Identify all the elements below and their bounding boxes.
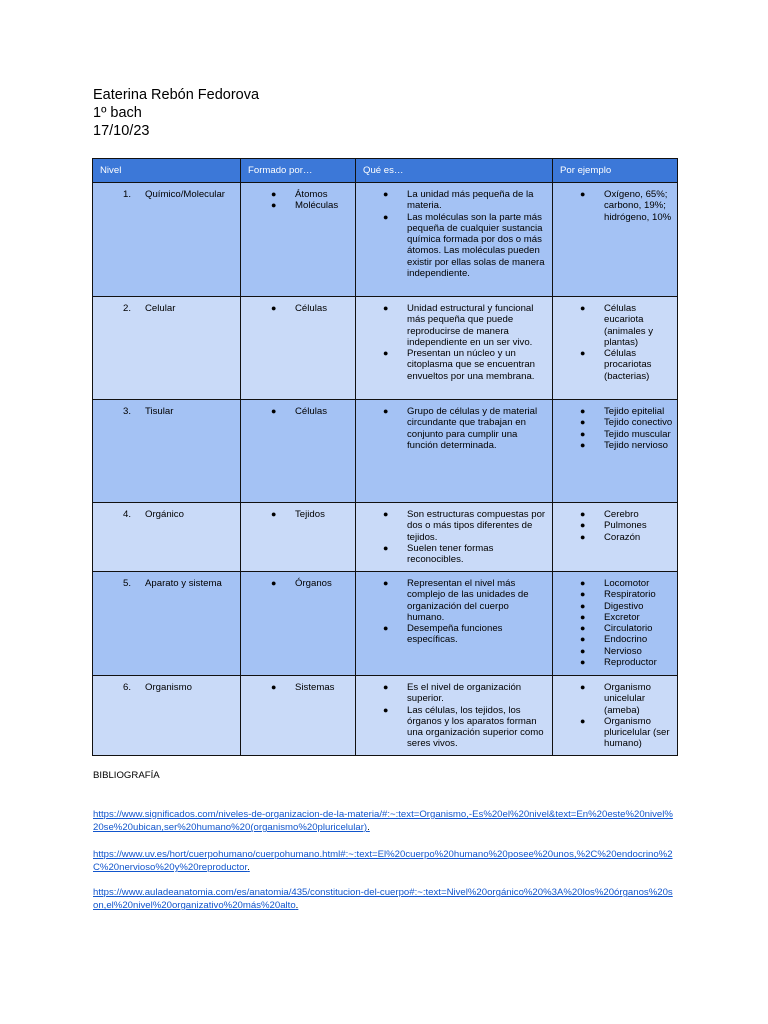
bullet-icon: ● [580, 715, 586, 726]
examples-cell [553, 572, 678, 676]
link-url[interactable]: https://www.auladeanatomia.com/es/anatomia/435/constitucion-del-cuerpo#:~:text=Nivel%20orgánico%20%3A%20los%20órganos%20son,el%20nivel%20organizativo%20más%20alto [93, 887, 673, 911]
bullet-icon: ● [580, 348, 586, 359]
bullet-icon: ● [383, 509, 389, 519]
example-text: Células procariotas (bacterias) [604, 348, 652, 382]
bullet-icon: ● [580, 520, 586, 531]
formed-by-text: Células [295, 303, 327, 314]
list-item [553, 716, 673, 750]
definition-text: La unidad más pequeña de la materia. [407, 189, 534, 212]
list-item [356, 682, 548, 705]
level-cell [93, 400, 241, 503]
bullet-icon: ● [580, 682, 586, 692]
list-item [553, 509, 673, 520]
link-period: . [295, 900, 299, 911]
header-que-es: Qué es… [356, 159, 553, 183]
definition-text: Las células, los tejidos, los órganos y los aparatos forman una organización superior como seres vivos. [407, 704, 544, 750]
level-number: 2. [123, 303, 132, 314]
definition-list [356, 509, 548, 565]
example-text: Corazón [604, 531, 641, 543]
level-name: Químico/Molecular [145, 189, 225, 200]
course-label: 1º bach [93, 105, 142, 121]
level-number: 6. [123, 682, 132, 693]
header-formado-por: Formado por… [241, 159, 356, 183]
definition-text: Suelen tener formas reconocibles. [407, 542, 494, 566]
definition-list [356, 406, 548, 451]
examples-cell [553, 183, 678, 297]
definition-text: Son estructuras compuestas por dos o más tipos diferentes de tejidos. [407, 509, 546, 543]
bullet-icon: ● [580, 509, 586, 519]
list-item [553, 406, 673, 417]
definition-list [356, 578, 548, 646]
level-number: 3. [123, 406, 132, 417]
list-item [553, 429, 673, 440]
level-number: 5. [123, 578, 132, 589]
definition-cell [356, 183, 553, 297]
list-item [553, 348, 673, 382]
formed-by-list [241, 406, 351, 417]
example-list [553, 406, 673, 451]
header-nivel: Nivel [93, 159, 241, 183]
definition-list [356, 303, 548, 382]
list-item [241, 578, 351, 589]
definition-text: Presentan un núcleo y un citoplasma que se encuentran envueltos por una membrana. [407, 348, 535, 382]
bullet-icon: ● [580, 634, 586, 645]
bullet-icon: ● [580, 600, 586, 611]
list-item [241, 303, 351, 314]
bullet-icon: ● [580, 623, 586, 634]
list-item [553, 417, 673, 428]
formed-by-text: Moléculas [295, 200, 339, 212]
link-period: . [247, 862, 250, 873]
formed-by-cell [241, 400, 356, 503]
examples-cell [553, 297, 678, 400]
bullet-icon: ● [580, 645, 586, 656]
examples-cell [553, 676, 678, 756]
table-row [93, 572, 678, 676]
list-item [553, 657, 673, 668]
example-text: Circulatorio [604, 623, 653, 635]
bullet-icon: ● [271, 578, 277, 588]
header-por-ejemplo: Por ejemplo [553, 159, 678, 183]
bullet-icon: ● [271, 509, 277, 519]
example-text: Pulmones [604, 520, 647, 532]
level-name: Celular [145, 303, 176, 314]
bullet-icon: ● [383, 542, 389, 553]
level-name: Tisular [145, 406, 174, 417]
level-cell [93, 572, 241, 676]
example-text: Cerebro [604, 509, 639, 520]
level-cell [93, 183, 241, 297]
formed-by-cell [241, 676, 356, 756]
definition-cell [356, 297, 553, 400]
bullet-icon: ● [383, 682, 389, 692]
level-name: Orgánico [145, 509, 184, 520]
list-item [356, 212, 548, 280]
example-list [553, 509, 673, 543]
bibliography-link-1[interactable] [93, 808, 678, 834]
level-cell [93, 676, 241, 756]
bullet-icon: ● [580, 578, 586, 588]
definition-cell [356, 400, 553, 503]
bibliography-title: BIBLIOGRAFÍA [93, 770, 160, 781]
link-url[interactable]: https://www.uv.es/hort/cuerpohumano/cuerpohumano.html#:~:text=El%20cuerpo%20humano%20posee%20unos,%2C%20endocrino%2C%20nervioso%20y%20reproductor [93, 849, 673, 873]
formed-by-text: Órganos [295, 578, 332, 589]
example-text: Células eucariota (animales y plantas) [604, 303, 654, 348]
definition-text: Representan el nivel más complejo de las unidades de organización del cuerpo humano. [407, 578, 529, 623]
example-text: Tejido nervioso [604, 439, 668, 451]
list-item [356, 623, 548, 646]
list-item [553, 189, 673, 223]
bullet-icon: ● [580, 417, 586, 428]
bullet-icon: ● [580, 589, 586, 600]
link-period: . [367, 822, 370, 833]
list-item [241, 189, 351, 200]
list-item [553, 520, 673, 531]
list-item [553, 634, 673, 645]
example-text: Oxígeno, 65%; carbono, 19%; hidrógeno, 10% [604, 189, 672, 223]
list-item [553, 589, 673, 600]
bullet-icon: ● [271, 682, 277, 692]
table-row [93, 676, 678, 756]
examples-cell [553, 400, 678, 503]
bullet-icon: ● [383, 211, 389, 222]
example-list [553, 682, 673, 750]
table-header-row [93, 159, 678, 183]
example-list [553, 578, 673, 668]
bullet-icon: ● [383, 406, 389, 416]
bullet-icon: ● [580, 531, 586, 542]
bullet-icon: ● [271, 303, 277, 313]
example-text: Tejido muscular [604, 428, 671, 440]
example-text: Tejido conectivo [604, 417, 673, 429]
list-item [356, 509, 548, 543]
example-list [553, 303, 673, 382]
formed-by-list [241, 682, 351, 693]
list-item [241, 200, 351, 211]
list-item [553, 303, 673, 348]
list-item [356, 348, 548, 382]
formed-by-cell [241, 297, 356, 400]
list-item [553, 682, 673, 716]
example-text: Nervioso [604, 645, 642, 657]
bullet-icon: ● [580, 657, 586, 668]
formed-by-text: Sistemas [295, 682, 335, 693]
definition-text: Unidad estructural y funcional más pequeña que puede reproducirse de manera independiente en un ser vivo. [407, 303, 534, 348]
example-list [553, 189, 673, 223]
bullet-icon: ● [580, 303, 586, 313]
list-item [356, 189, 548, 212]
bullet-icon: ● [580, 406, 586, 416]
list-item [241, 509, 351, 520]
level-number: 1. [123, 189, 132, 200]
definition-list [356, 682, 548, 750]
definition-text: Desempeña funciones específicas. [407, 623, 503, 646]
bullet-icon: ● [383, 704, 389, 715]
definition-cell [356, 572, 553, 676]
definition-text: Las moléculas son la parte más pequeña de cualquier sustancia química formada por dos o más átomos. Las moléculas pueden existir por ellas solas de manera independiente. [407, 211, 545, 280]
definition-cell [356, 676, 553, 756]
example-text: Reproductor [604, 657, 657, 669]
table-row [93, 183, 678, 297]
definition-list [356, 189, 548, 279]
formed-by-list [241, 189, 351, 212]
list-item [241, 406, 351, 417]
bibliography-link-2[interactable] [93, 848, 678, 874]
list-item [356, 705, 548, 750]
document-header [93, 86, 259, 140]
level-name: Aparato y sistema [145, 578, 222, 589]
bullet-icon: ● [383, 348, 389, 359]
bullet-icon: ● [580, 611, 586, 622]
example-text: Organismo pluricelular (ser humano) [604, 715, 670, 750]
bullet-icon: ● [383, 623, 389, 634]
formed-by-cell [241, 183, 356, 297]
formed-by-cell [241, 572, 356, 676]
definition-text: Es el nivel de organización superior. [407, 682, 522, 705]
level-cell [93, 297, 241, 400]
list-item [356, 406, 548, 451]
bullet-icon: ● [271, 406, 277, 416]
list-item [553, 440, 673, 451]
table-row [93, 297, 678, 400]
example-text: Tejido epitelial [604, 406, 665, 417]
examples-cell [553, 503, 678, 572]
formed-by-list [241, 303, 351, 314]
bullet-icon: ● [383, 189, 389, 199]
level-number: 4. [123, 509, 132, 520]
list-item [241, 682, 351, 693]
list-item [356, 543, 548, 566]
list-item [356, 303, 548, 348]
table-row [93, 400, 678, 503]
definition-cell [356, 503, 553, 572]
example-text: Excretor [604, 611, 640, 623]
example-text: Endocrino [604, 634, 648, 646]
level-cell [93, 503, 241, 572]
bullet-icon: ● [383, 578, 389, 588]
formed-by-text: Tejidos [295, 509, 325, 520]
list-item [553, 612, 673, 623]
bullet-icon: ● [580, 439, 586, 450]
formed-by-cell [241, 503, 356, 572]
example-text: Locomotor [604, 578, 650, 589]
example-text: Digestivo [604, 600, 644, 612]
bullet-icon: ● [580, 428, 586, 439]
definition-text: Grupo de células y de material circundante que trabajan en conjunto para cumplir una función determinada. [407, 406, 538, 451]
link-url[interactable]: https://www.significados.com/niveles-de-organizacion-de-la-materia/#:~:text=Organismo,-Es%20el%20nivel&text=En%20este%20nivel%20se%20ubican,ser%20humano%20(organismo%20pluricelular) [93, 809, 673, 833]
bullet-icon: ● [271, 189, 277, 199]
list-item [553, 601, 673, 612]
table-row [93, 503, 678, 572]
formed-by-list [241, 509, 351, 520]
bibliography-link-3[interactable] [93, 886, 678, 912]
list-item [356, 578, 548, 623]
list-item [553, 578, 673, 589]
level-name: Organismo [145, 682, 192, 693]
organization-levels-table [92, 158, 678, 756]
list-item [553, 623, 673, 634]
bullet-icon: ● [580, 189, 586, 199]
author-name: Eaterina Rebón Fedorova [93, 87, 260, 103]
document-date: 17/10/23 [93, 123, 150, 139]
formed-by-text: Átomos [295, 189, 328, 200]
list-item [553, 532, 673, 543]
bullet-icon: ● [271, 200, 277, 211]
example-text: Organismo unicelular (ameba) [604, 682, 651, 716]
list-item [553, 646, 673, 657]
example-text: Respiratorio [604, 589, 656, 601]
formed-by-list [241, 578, 351, 589]
bullet-icon: ● [383, 303, 389, 313]
formed-by-text: Células [295, 406, 327, 417]
